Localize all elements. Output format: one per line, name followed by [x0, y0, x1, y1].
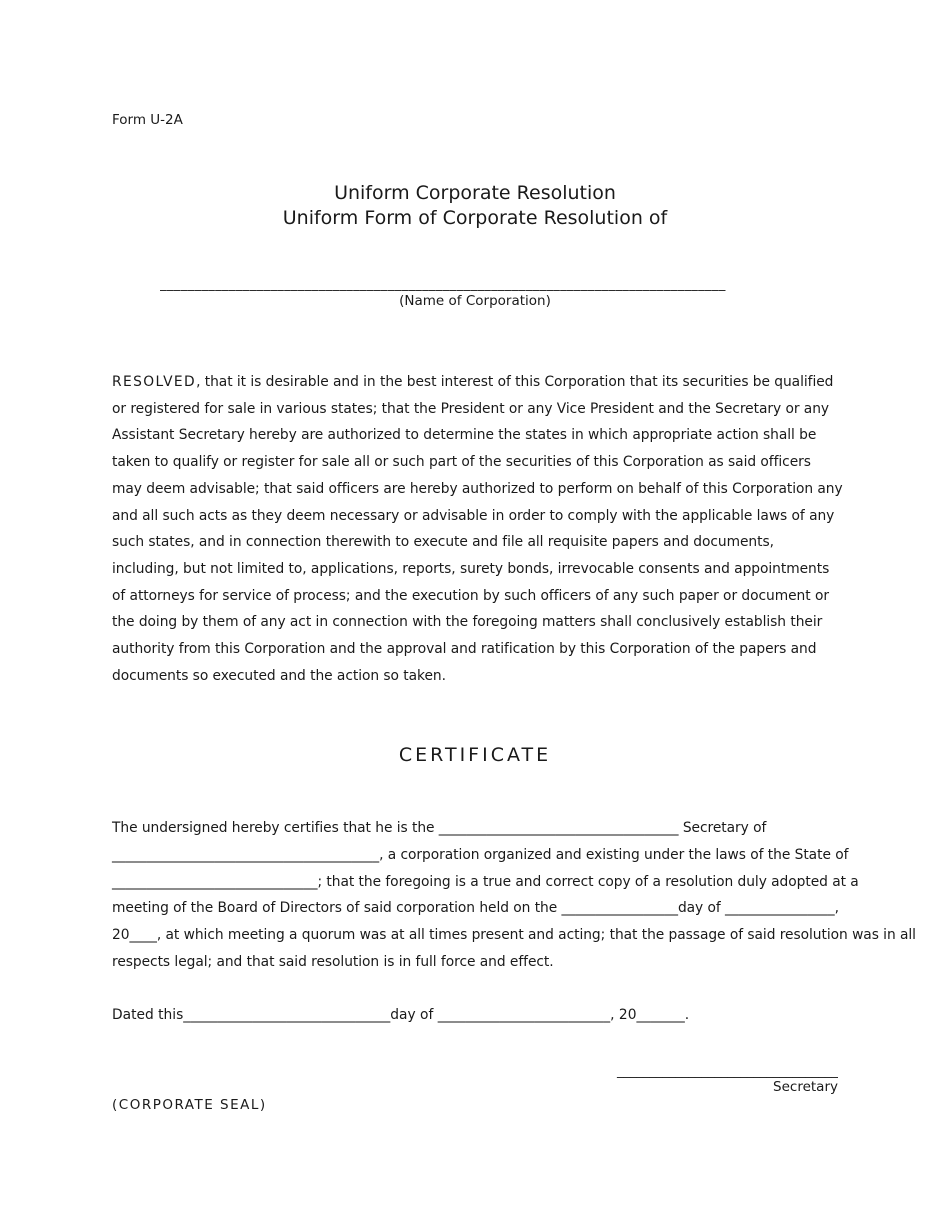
corporation-name-caption: (Name of Corporation): [399, 293, 551, 309]
certificate-line[interactable]: _______________________________________, a corporation organized and existing under the laws of the State of: [112, 846, 849, 863]
certificate-line[interactable]: 20____, at which meeting a quorum was at all times present and acting; that the passage of said resolution was in all: [112, 927, 916, 944]
certificate-heading: CERTIFICATE: [398, 744, 552, 766]
corporate-seal-label: (CORPORATE SEAL): [112, 1097, 267, 1113]
dated-line[interactable]: Dated this______________________________day of _________________________, 20_______.: [112, 1007, 690, 1023]
title-line-2: Uniform Form of Corporate Resolution of: [282, 207, 668, 229]
resolution-text: , that it is desirable and in the best interest of this Corporation that its securities be qualified or registered for sale in various states; that the President or any Vice President and the Secretary or any Assistant Secretary hereby are authorized to determine the states in which appropriate action shall be taken to qualify or register for sale all or such part of the securities of this Corporation as said officers may deem advisable; that said officers are hereby authorized to perform on behalf of this Corporation any and all such acts as they deem necessary or advisable in order to comply with the applicable laws of any such states, and in connection therewith to execute and file all requisite papers and documents, including, but not limited to, applications, reports, surety bonds, irrevocable consents and appointments of attorneys for service of process; and the execution by such officers of any such paper or document or the doing by them of any act in connection with the foregoing matters shall conclusively establish their authority from this Corporation and the approval and ratification by this Corporation of the papers and documents so executed and the action so taken.: [112, 374, 843, 684]
secretary-caption: Secretary: [773, 1079, 838, 1095]
resolved-keyword: RESOLVED: [112, 374, 197, 390]
certificate-line: respects legal; and that said resolution is in full force and effect.: [112, 953, 554, 970]
resolution-paragraph: [112, 369, 844, 689]
secretary-signature-blank[interactable]: __________________________________: [617, 1065, 838, 1079]
document-title: [0, 181, 950, 231]
certificate-line[interactable]: ______________________________; that the foregoing is a true and correct copy of a resolution duly adopted at a: [112, 873, 859, 890]
form-id: Form U-2A: [112, 112, 183, 128]
certificate-line[interactable]: The undersigned hereby certifies that he is the ___________________________________ Secretary of: [112, 820, 767, 836]
certificate-paragraph: [112, 815, 916, 976]
title-line-1: Uniform Corporate Resolution: [334, 182, 616, 204]
certificate-line[interactable]: meeting of the Board of Directors of said corporation held on the _________________day of ________________,: [112, 900, 839, 917]
corporation-name-blank[interactable]: __________________________________________________________________________________: [160, 278, 726, 292]
